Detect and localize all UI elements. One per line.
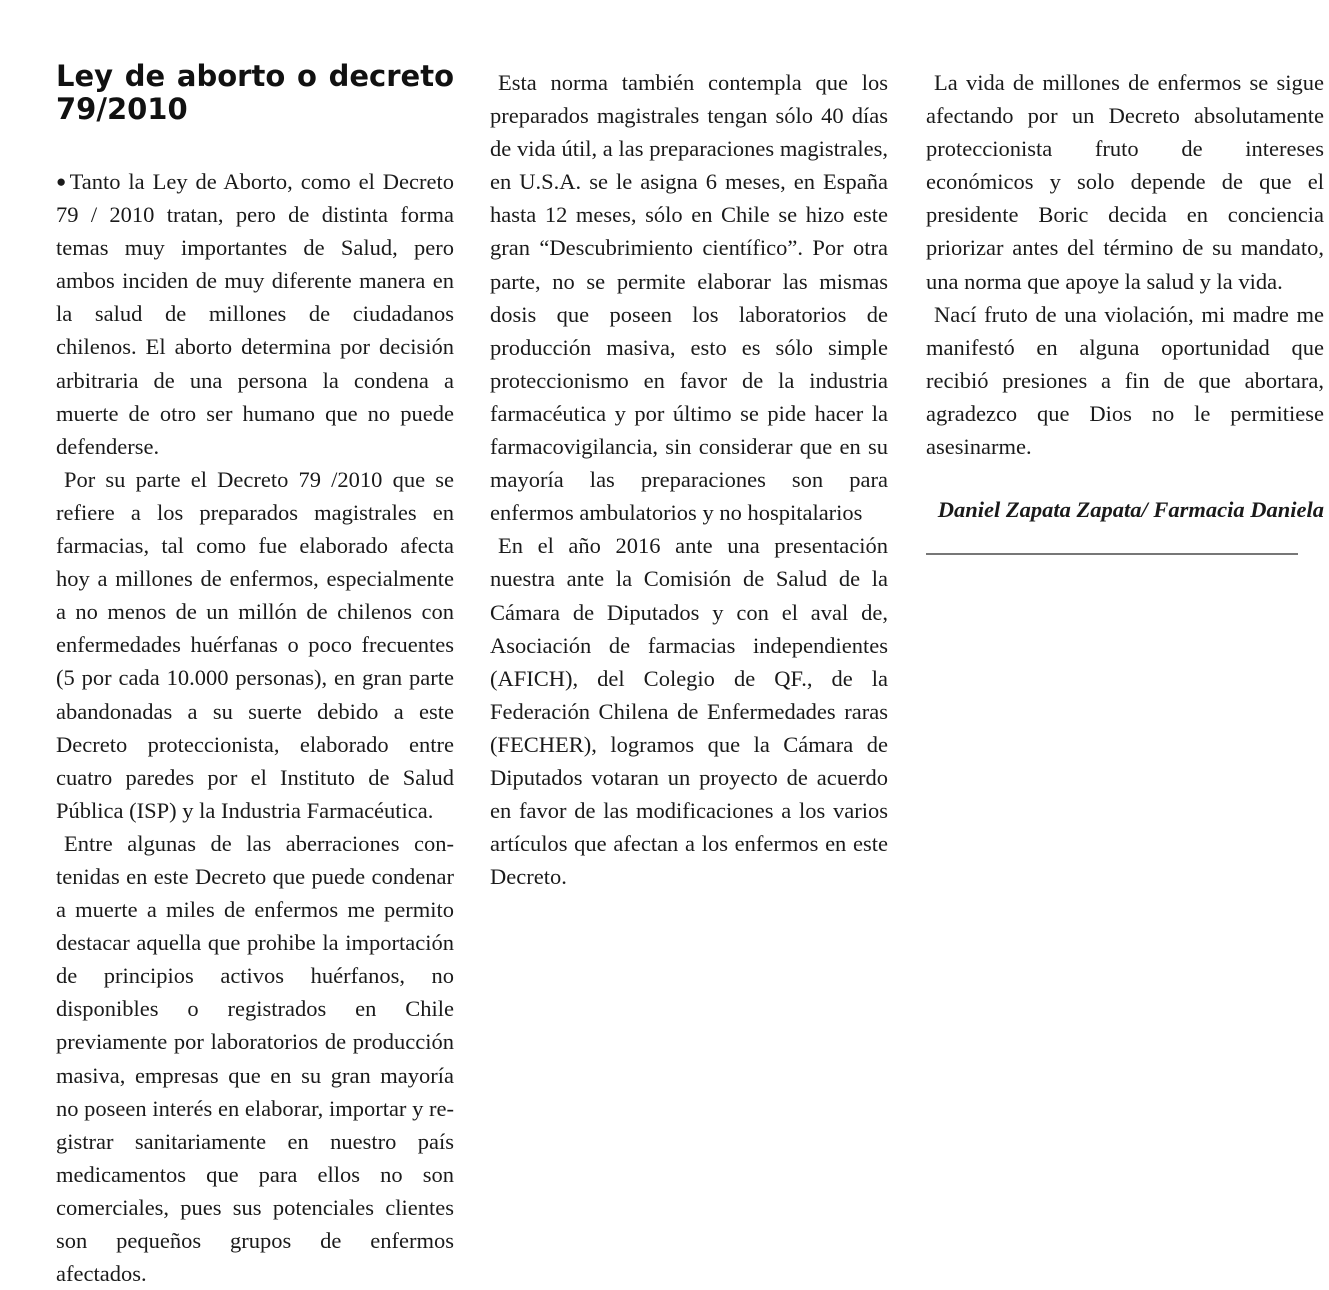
paragraph-5: En el año 2016 ante una presentación nuestra ante la Comisión de Salud de la Cámara de Diputados y con el aval de, Asociación de farmacias independientes (AFICH), del Colegio de QF., de la Federación Chilena de Enfermedades raras (FECHER), logramos que la Cámara de Diputados votaran un proyecto de acuerdo en favor de las modificaciones a los varios artículos que afectan a los enfermos en este Decreto. — [490, 533, 888, 890]
paragraph-1 — [56, 165, 454, 463]
divider — [926, 553, 1298, 555]
paragraph-2: Por su parte el Decreto 79 /2010 que se refiere a los preparados magistrales en farmacias, tal como fue elaborado afecta hoy a millones de enfermos, especialmente a no menos de un millón de chilenos con enfermedades huérfanas o poco frecuentes (5 por cada 10.000 personas), en gran parte abandonadas a su suerte debido a este Decreto proteccionista, elaborado entre cuatro paredes por el Instituto de Salud Pública (ISP) y la Industria Farmacéutica. — [56, 466, 454, 823]
article-title: Ley de aborto o decreto 79/2010 — [56, 59, 454, 126]
author-signature: Daniel Zapata Zapata/ Farmacia Daniela — [937, 497, 1324, 523]
column-3 — [926, 66, 1324, 555]
paragraph-7: Nací fruto de una violación, mi madre me manifestó en alguna oportunidad que recibió presiones a fin de que abortara, agradezco que Dios no le permitiese asesinarme. — [926, 301, 1324, 460]
paragraph-6: La vida de millones de enfermos se sigue afectando por un Decreto absolutamente proteccionista fruto de intereses económicos y solo depende de que el presidente Boric decida en conciencia priorizar antes del término de su mandato, una norma que apoye la salud y la vida. — [926, 70, 1324, 294]
paragraph-4: Esta norma también contempla que los preparados magistrales tengan sólo 40 días de vida útil, a las preparaciones magistrales, en U.S.A. se le asigna 6 meses, en España hasta 12 meses, sólo en Chile se hizo este gran “Descubrimiento científico”. Por otra parte, no se permite elaborar las mismas dosis que poseen los laboratorios de producción masiva, esto es sólo simple proteccionismo en favor de la industria farmacéutica y por último se pide hacer la farmacovigilancia, sin considerar que en su mayoría las preparaciones son para enfermos ambulatorios y no hospitalarios — [490, 70, 888, 526]
bullet-icon: ● — [56, 172, 69, 191]
column-2 — [490, 66, 888, 893]
paragraph-1-text: Tanto la Ley de Aborto, como el Decreto 79 / 2010 tratan, pero de distinta forma temas muy importantes de Salud, pero ambos inciden de muy diferente manera en la salud de millones de ciudadanos chilenos. El aborto determina por decisión arbitraria de una persona la condena a muerte de otro ser humano que no puede defenderse. — [56, 169, 454, 459]
column-1 — [56, 165, 454, 1290]
paragraph-3: Entre algunas de las aberraciones contenidas en este Decreto que puede condenar a muerte a miles de enfermos me permito destacar aquella que prohibe la importación de principios activos huérfanos, no disponibles o registrados en Chile previamente por laboratorios de producción masiva, empresas que en su gran mayoría no poseen interés en elaborar, importar y registrar sanitariamente en nuestro país medicamentos que para ellos no son comerciales, pues sus potenciales clientes son pequeños grupos de enfermos afectados. — [56, 830, 454, 1287]
